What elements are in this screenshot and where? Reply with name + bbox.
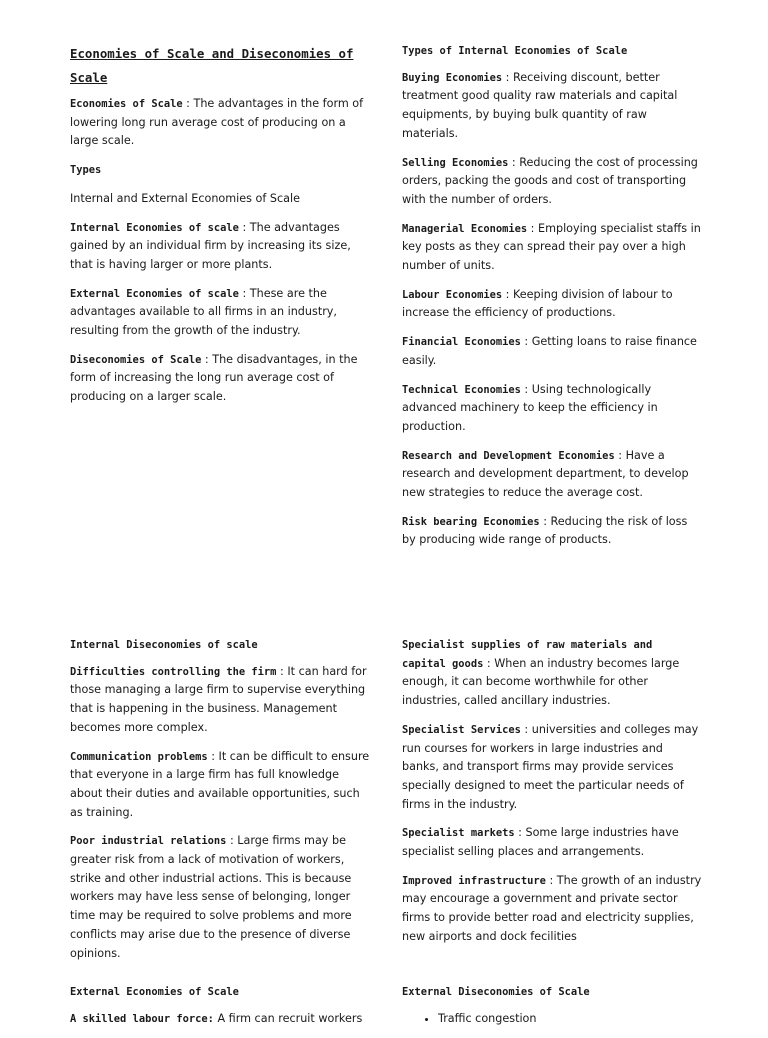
definition: : Some large industries have specialist selling places and arrangements.	[402, 826, 679, 859]
column-internal-diseconomies	[70, 636, 370, 973]
paragraph	[402, 513, 702, 550]
term: Specialist Services	[402, 723, 521, 736]
definition: : The growth of an industry may encourage a government and private sector firms to provide better road and electricity supplies, new airports and dock fecilities	[402, 873, 702, 943]
paragraph	[402, 824, 702, 861]
term: Specialist supplies of raw materials and capital goods	[402, 639, 653, 670]
internal-economies-items	[402, 69, 702, 550]
term: Communication problems	[70, 750, 208, 763]
paragraph	[402, 333, 702, 370]
definition: : Employing specialist staffs in key posts as they can spread their pay over a high number of units.	[402, 221, 701, 273]
paragraph	[402, 154, 702, 210]
paragraph	[70, 95, 370, 151]
definition: : Large firms may be greater risk from a lack of motivation of workers, strike and other industrial actions. This is because workers may have less sense of belonging, longer time may be required to solve problems and more conflicts may arise due to the presence of diverse opinions.	[70, 834, 352, 960]
term: External Economies of scale	[70, 287, 239, 300]
definition: Internal and External Economies of Scale	[70, 191, 300, 205]
paragraph	[402, 69, 702, 144]
term: Poor industrial relations	[70, 835, 227, 848]
term: Labour Economies	[402, 288, 503, 301]
definition: A firm can recruit workers	[213, 1011, 363, 1025]
term: Selling Economies	[402, 156, 509, 169]
definition: : universities and colleges may run courses for workers in large industries and banks, and transport firms may provide services specially designed to meet the particular needs of firms in the industry.	[402, 722, 699, 811]
definition: : The advantages gained by an individual firm by increasing its size, that is having larger or more plants.	[70, 220, 351, 271]
section-heading-external-economies: External Economies of Scale	[70, 986, 239, 998]
term: A skilled labour force:	[70, 1012, 214, 1025]
definition: : Using technologically advanced machinery to keep the efficiency in production.	[402, 382, 658, 433]
column-external-economies	[70, 983, 370, 1038]
section-heading-external-diseconomies: External Diseconomies of Scale	[402, 986, 590, 998]
paragraph	[402, 721, 702, 815]
bullet-list	[402, 1010, 702, 1029]
definition: : When an industry becomes large enough, it can become worthwhile for other industries, called ancillary industries.	[402, 656, 680, 708]
definition: : Reducing the cost of processing orders, packing the goods and cost of transporting with the number of orders.	[402, 155, 698, 206]
term: Diseconomies of Scale	[70, 353, 202, 366]
paragraph	[70, 663, 370, 738]
paragraph	[402, 447, 702, 503]
paragraph	[70, 1010, 370, 1029]
paragraph	[402, 220, 702, 276]
definition: : The advantages in the form of lowering long run average cost of producing on a large scale.	[70, 97, 364, 148]
column-internal-economies	[402, 42, 702, 560]
section-heading-internal-economies: Types of Internal Economies of Scale	[402, 45, 628, 57]
paragraph	[70, 161, 370, 180]
column-intro	[70, 42, 370, 417]
paragraph	[70, 832, 370, 963]
term: Types	[70, 164, 102, 177]
bullet-item: • Traffic congestion	[438, 1010, 702, 1029]
term: Improved infrastructure	[402, 874, 546, 887]
term: Buying Economies	[402, 71, 503, 84]
paragraph	[402, 286, 702, 323]
column-external-diseconomies	[402, 983, 702, 1028]
column-external-economies-list	[402, 636, 702, 957]
definition: : Reducing the risk of loss by producing wide range of products.	[402, 514, 688, 547]
paragraph	[402, 872, 702, 947]
paragraph	[402, 636, 702, 711]
definition: : These are the advantages available to all firms in an industry, resulting from the growth of the industry.	[70, 286, 337, 338]
term: Difficulties controlling the firm	[70, 665, 277, 678]
definition: : Keeping division of labour to increase the efficiency of productions.	[402, 287, 673, 320]
internal-diseconomies-items	[70, 663, 370, 964]
term: Internal Economies of scale	[70, 221, 239, 234]
paragraph	[70, 285, 370, 341]
term: Managerial Economies	[402, 222, 528, 235]
definition: : Have a research and development department, to develop new strategies to reduce the average cost.	[402, 448, 689, 500]
term: Financial Economies	[402, 336, 521, 349]
intro-items	[70, 95, 370, 407]
page-title: Economies of Scale and Diseconomies of Scale	[70, 46, 354, 85]
term: Research and Development Economies	[402, 449, 615, 462]
definition: : Receiving discount, better treatment good quality raw materials and capital equipments, by buying bulk quantity of raw materials.	[402, 70, 678, 140]
paragraph	[70, 219, 370, 275]
paragraph	[402, 381, 702, 437]
definition: : The disadvantages, in the form of increasing the long run average cost of producing on a larger scale.	[70, 352, 358, 404]
paragraph	[70, 351, 370, 407]
term: Technical Economies	[402, 383, 521, 396]
definition: : It can be difficult to ensure that everyone in a large firm has full knowledge about their duties and available opportunities, such as training.	[70, 749, 370, 819]
external-economies-items	[402, 636, 702, 947]
definition: : Getting loans to raise finance easily.	[402, 335, 697, 367]
term: Risk bearing Economies	[402, 515, 540, 528]
term: Economies of Scale	[70, 98, 183, 110]
section-heading-internal-diseconomies: Internal Diseconomies of scale	[70, 639, 258, 651]
definition: : It can hard for those managing a large firm to supervise everything that is happening in the business. Management becomes more complex.	[70, 664, 367, 734]
paragraph	[70, 190, 370, 209]
paragraph	[70, 748, 370, 823]
term: Specialist markets	[402, 827, 515, 840]
